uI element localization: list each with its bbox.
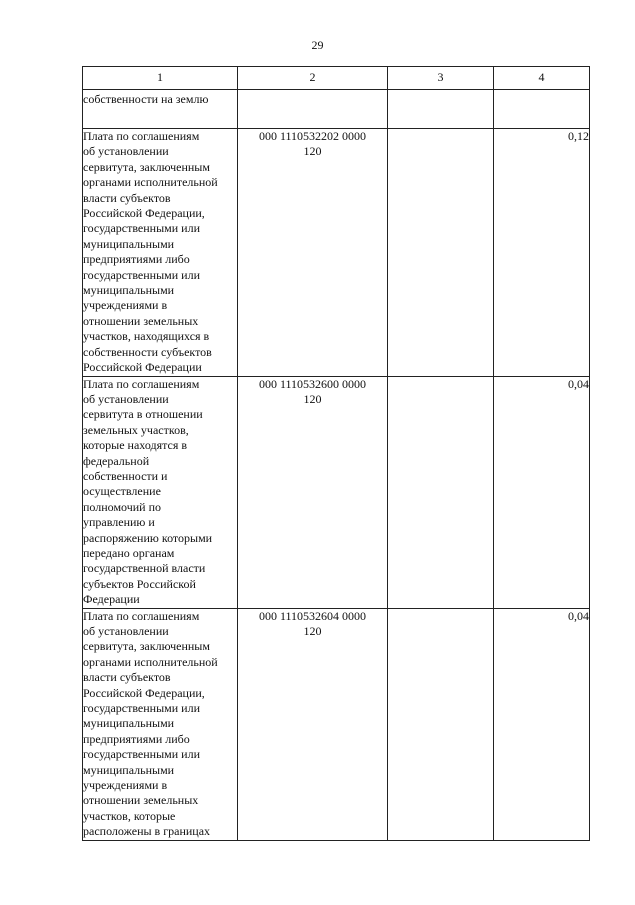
- budget-code-cell: 000 1110532604 0000 120: [238, 608, 388, 840]
- table-row: [83, 376, 590, 608]
- column-3-cell: [388, 376, 494, 608]
- revenue-name-cell: Плата по соглашениям об установлении сервитута, заключенным органами исполнительной власти субъектов Российской Федерации, государственными или муниципальными предприятиями либо государственными или муниципальными учреждениями в отношении земельных участков, находящихся в собственности субъектов Российской Федерации: [83, 129, 238, 377]
- table-row: [83, 129, 590, 377]
- revenue-name-cell: Плата по соглашениям об установлении сервитута, заключенным органами исполнительной власти субъектов Российской Федерации, государственными или муниципальными предприятиями либо государственными или муниципальными учреждениями в отношении земельных участков, которые расположены в границах: [83, 608, 238, 840]
- amount-cell: 0,12: [494, 129, 590, 377]
- page-number: 29: [311, 38, 324, 52]
- revenue-name-cell: собственности на землю: [83, 90, 238, 129]
- column-3-cell: [388, 608, 494, 840]
- amount-cell: [494, 90, 590, 129]
- column-header-3: 3: [388, 67, 494, 90]
- column-3-cell: [388, 90, 494, 129]
- column-header-4: 4: [494, 67, 590, 90]
- budget-code-cell: 000 1110532202 0000 120: [238, 129, 388, 377]
- table-row: [83, 608, 590, 840]
- column-3-cell: [388, 129, 494, 377]
- amount-cell: 0,04: [494, 376, 590, 608]
- column-header-2: 2: [238, 67, 388, 90]
- revenue-name-cell: Плата по соглашениям об установлении сервитута в отношении земельных участков, которые находятся в федеральной собственности и осуществление полномочий по управлению и распоряжению которыми передано органам государственной власти субъектов Российской Федерации: [83, 376, 238, 608]
- table-header-row: [83, 67, 590, 90]
- table-row: [83, 90, 590, 129]
- budget-code-cell: 000 1110532600 0000 120: [238, 376, 388, 608]
- amount-cell: 0,04: [494, 608, 590, 840]
- revenue-table: [82, 66, 590, 841]
- budget-code-cell: [238, 90, 388, 129]
- column-header-1: 1: [83, 67, 238, 90]
